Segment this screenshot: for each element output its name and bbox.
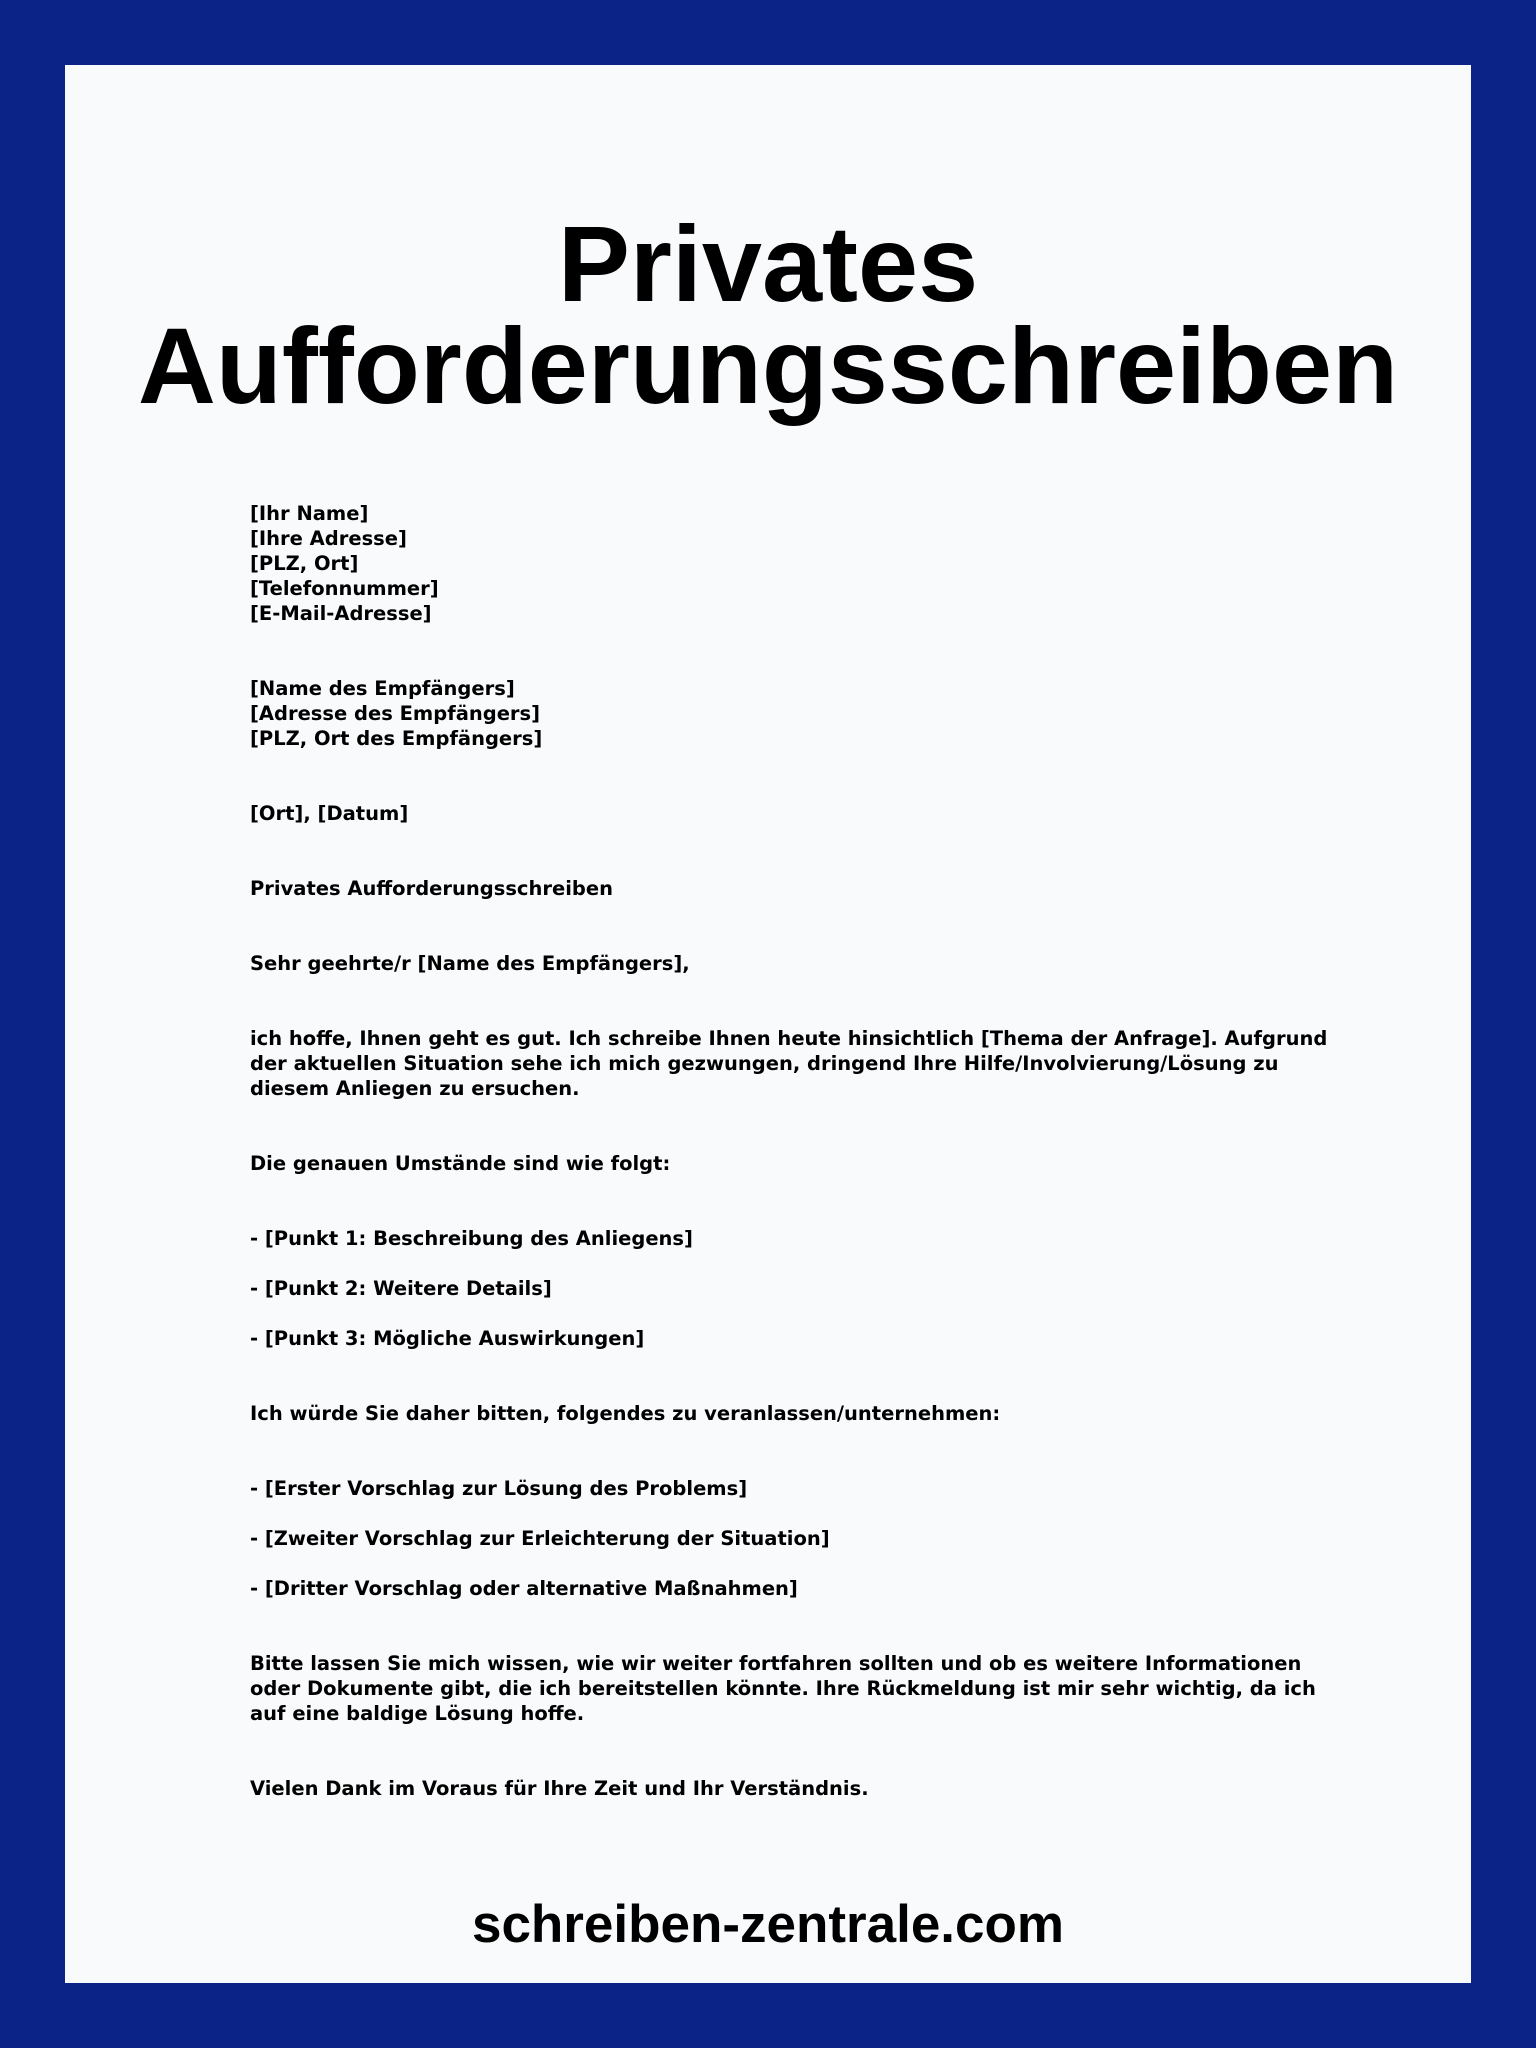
point-item-1: - [Punkt 1: Beschreibung des Anliegens] [250,1227,693,1250]
sender-address: [Ihre Adresse] [250,527,407,550]
salutation: Sehr geehrte/r [Name des Empfängers], [250,952,690,975]
request-intro: Ich würde Sie daher bitten, folgendes zu veranlassen/unternehmen: [250,1402,1001,1425]
recipient-name: [Name des Empfängers] [250,677,515,700]
recipient-address-block [250,676,1340,751]
document-title-line-1: Privates [557,203,979,324]
closing-paragraph: Bitte lassen Sie mich wissen, wie wir weiter fortfahren sollten und ob es weitere Informationen oder Dokumente gibt, die ich bereitstellen könnte. Ihre Rückmeldung ist mir sehr wichtig, da ich auf eine baldige Lösung hoffe. [250,1652,1316,1725]
sender-phone: [Telefonnummer] [250,577,439,600]
subject-line: Privates Aufforderungsschreiben [250,877,613,900]
place-date: [Ort], [Datum] [250,802,409,825]
sender-email: [E-Mail-Adresse] [250,602,432,625]
document-title [65,203,1471,426]
footer-website: schreiben-zentrale.com [471,1895,1065,1954]
point-item-2: - [Punkt 2: Weitere Details] [250,1277,552,1300]
proposal-item-3: - [Dritter Vorschlag oder alternative Maßnahmen] [250,1577,798,1600]
sender-name: [Ihr Name] [250,502,369,525]
thanks-line: Vielen Dank im Voraus für Ihre Zeit und Ihr Verständnis. [250,1777,869,1800]
recipient-address: [Adresse des Empfängers] [250,702,541,725]
document-title-line-2: Aufforderungsschreiben [137,305,1399,426]
proposal-item-2: - [Zweiter Vorschlag zur Erleichterung der Situation] [250,1527,830,1550]
intro-paragraph: ich hoffe, Ihnen geht es gut. Ich schreibe Ihnen heute hinsichtlich [Thema der Anfrage]. Aufgrund der aktuellen Situation sehe ich mich gezwungen, dringend Ihre Hilfe/Involvierung/Lösung zu diesem Anliegen zu ersuchen. [250,1027,1328,1100]
sender-address-block [250,501,1340,626]
proposal-item-1: - [Erster Vorschlag zur Lösung des Problems] [250,1477,748,1500]
recipient-postal-city: [PLZ, Ort des Empfängers] [250,727,543,750]
point-item-3: - [Punkt 3: Mögliche Auswirkungen] [250,1327,645,1350]
sender-postal-city: [PLZ, Ort] [250,552,359,575]
document-page [65,65,1471,1983]
circumstances-intro: Die genauen Umstände sind wie folgt: [250,1152,671,1175]
letter-body [250,501,1340,1801]
